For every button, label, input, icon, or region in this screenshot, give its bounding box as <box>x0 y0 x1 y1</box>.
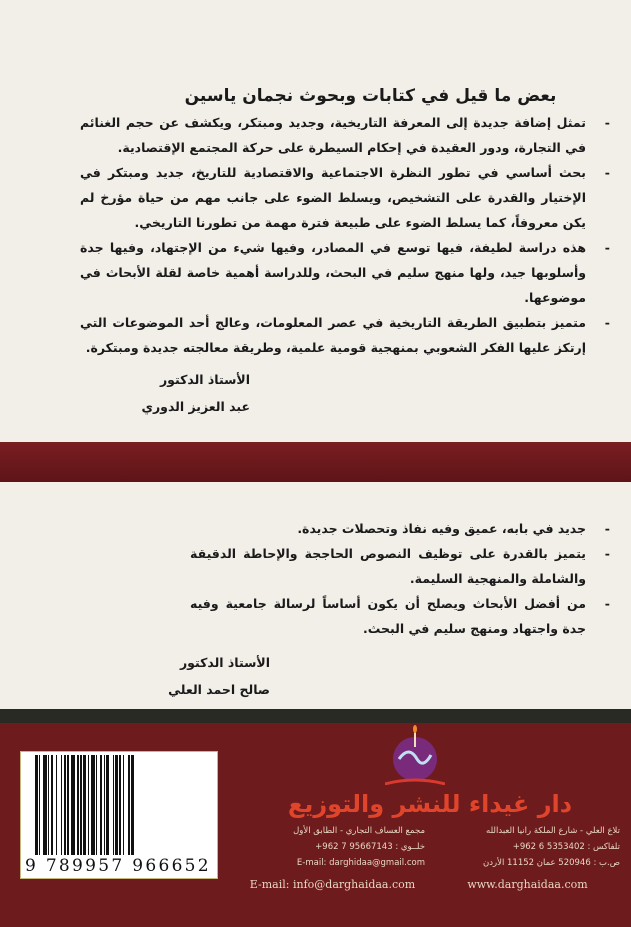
address-line: تلاع العلي - شارع الملكة رانيا العبدالله <box>486 826 620 836</box>
review-item: -بحث أساسي في تطور النظرة الاجتماعية والاقتصادية للتاريخ، جديد ومبتكر في الإختيار والقدرة على التشخيص، ويسلط الضوء على جانب مهم من حياة مؤرخ لم يكن معروفاً، كما يسلط الضوء على طبيعة فترة مهمة من تطورنا التاريخي. <box>80 165 610 230</box>
isbn-barcode <box>20 751 218 879</box>
publisher-footer <box>0 709 631 927</box>
review-text: هذه دراسة لطيفة، فيها توسع في المصادر، وفيها شيء من الإجتهاد، وفيها جدة وأسلوبها جيد، ولها منهج سليم في البحث، وللدراسة أهمية خاصة لقلة الأبحاث في موضوعها. <box>80 240 586 305</box>
page-title: بعض ما قيل في كتابات وبحوث نجمان ياسين <box>184 86 557 106</box>
signature-title: الأستاذ الدكتور <box>179 655 270 670</box>
review-item: -جديد في بابه، عميق وفيه نفاذ وتحصلات جديدة. <box>297 521 610 536</box>
review-item: -متميز بتطبيق الطريقة التاريخية في عصر المعلومات، وعالج أحد الموضوعات التي إرتكز عليها الفكر الشعوبي بمنهجية قومية علمية، وطريقة معالجته جديدة ومبتكرة. <box>80 315 610 355</box>
review-text: من أفضل الأبحاث ويصلح أن يكون أساساً لرسالة جامعية وفيه جدة واجتهاد ومنهج سليم في البحث. <box>190 596 586 636</box>
publisher-info <box>240 725 620 907</box>
isbn-number: 9 789957 966652 <box>25 856 215 876</box>
signature-1 <box>110 366 250 420</box>
contact-grid <box>240 823 620 895</box>
signature-title: الأستاذ الدكتور <box>159 372 250 387</box>
review-text: متميز بتطبيق الطريقة التاريخية في عصر المعلومات، وعالج أحد الموضوعات التي إرتكز عليها الفكر الشعوبي بمنهجية قومية علمية، وطريقة معالجته جديدة ومبتكرة. <box>80 315 586 355</box>
email-link[interactable]: E-mail: info@darghaidaa.com <box>249 878 416 891</box>
barcode-bars <box>35 755 205 855</box>
signature-name: صالح احمد العلي <box>168 682 270 697</box>
review-text: بحث أساسي في تطور النظرة الاجتماعية والاقتصادية للتاريخ، جديد ومبتكر في الإختيار والقدرة على التشخيص، ويسلط الضوء على جانب مهم من حياة مؤرخ لم يكن معروفاً، كما يسلط الضوء على طبيعة فترة مهمة من تطورنا التاريخي. <box>80 165 586 230</box>
address-line: مجمع العساف التجاري - الطابق الأول <box>293 826 425 836</box>
website-link[interactable]: www.darghaidaa.com <box>467 878 588 891</box>
footer-strip <box>0 709 631 723</box>
signature-2 <box>130 649 270 703</box>
review-item: -من أفضل الأبحاث ويصلح أن يكون أساساً لرسالة جامعية وفيه جدة واجتهاد ومنهج سليم في البحث. <box>190 596 610 636</box>
review-item: -هذه دراسة لطيفة، فيها توسع في المصادر، وفيها شيء من الإجتهاد، وفيها جدة وأسلوبها جيد، ولها منهج سليم في البحث، وللدراسة أهمية خاصة لقلة الأبحاث في موضوعها. <box>80 240 610 305</box>
mobile-line: خلــوي : 95667143 7 962+ <box>315 842 425 852</box>
divider-band <box>0 442 631 482</box>
review-item: -يتميز بالقدرة على توظيف النصوص الحاججة والإحاطة الدقيقة والشاملة والمنهجية السليمة. <box>190 546 610 586</box>
gmail-line: E-mail: darghidaa@gmail.com <box>296 858 425 868</box>
signature-name: عبد العزيز الدوري <box>141 399 250 414</box>
reviews-section-1 <box>80 110 610 360</box>
barcode-bar <box>134 755 135 855</box>
review-text: جديد في بابه، عميق وفيه نفاذ وتحصلات جديدة. <box>297 521 586 536</box>
reviews-section-2 <box>190 516 610 641</box>
review-text: تمثل إضافة جديدة إلى المعرفة التاريخية، وجديد ومبتكر، ويكشف عن حجم الغنائم في التجارة، ودور العقيدة في إحكام السيطرة على حركة المجتمع الإقتصادية. <box>80 115 586 155</box>
publisher-logo-icon <box>385 725 445 785</box>
phone-line: تلفاكس : 5353402 6 962+ <box>512 842 620 852</box>
publisher-name: دار غيداء للنشر والتوزيع <box>287 790 573 818</box>
pobox-line: ص.ب : 520946 عمان 11152 الأردن <box>482 858 620 868</box>
review-text: يتميز بالقدرة على توظيف النصوص الحاججة والإحاطة الدقيقة والشاملة والمنهجية السليمة. <box>190 546 586 586</box>
address-left <box>240 823 425 895</box>
review-item: -تمثل إضافة جديدة إلى المعرفة التاريخية، وجديد ومبتكر، ويكشف عن حجم الغنائم في التجارة، ودور العقيدة في إحكام السيطرة على حركة المجتمع الإقتصادية. <box>80 115 610 155</box>
address-right <box>435 823 620 895</box>
